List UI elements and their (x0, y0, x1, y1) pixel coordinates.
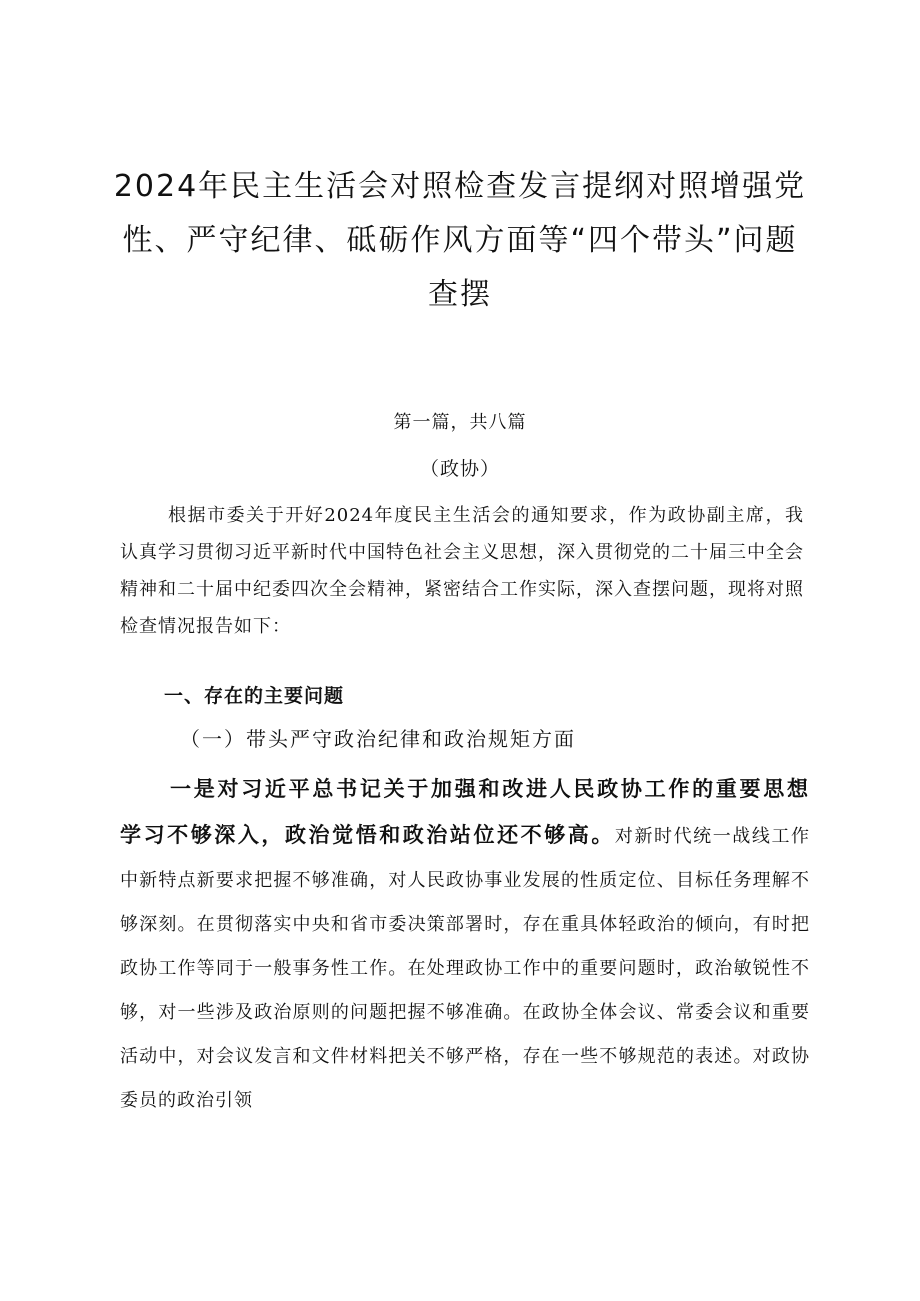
point-body: 对新时代统一战线工作中新特点新要求把握不够准确，对人民政协事业发展的性质定位、目标任务理解不够深刻。在贯彻落实中央和省市委决策部署时，存在重具体轻政治的倾向，有时把政协工作等同于一般事务性工作。在处理政协工作中的重要问题时，政治敏锐性不够，对一些涉及政治原则的问题把握不够准确。在政协全体会议、常委会议和重要活动中，对会议发言和文件材料把关不够严格，存在一些不够规范的表述。对政协委员的政治引领 (120, 826, 811, 1111)
subsection-heading: （一）带头严守政治纪律和政治规矩方面 (180, 727, 576, 751)
point-lead: 一是对习近平总书记关于加强和改进人民政协工作的重要思想学习不够深入，政治觉悟和政治站位还不够高。 (120, 776, 810, 847)
section-heading: 一、存在的主要问题 (164, 685, 345, 707)
document-subtitle: 第一篇，共八篇 (393, 412, 527, 433)
intro-paragraph: 根据市委关于开好2024年度民主生活会的通知要求，作为政协副主席，我认真学习贯彻习近平新时代中国特色社会主义思想，深入贯彻党的二十届三中全会精神和二十届中纪委四次全会精神，紧密结合工作实际，深入查摆问题，现将对照检查情况报告如下： (120, 505, 804, 637)
document-author: （政协） (419, 458, 500, 480)
document-title: 2024年民主生活会对照检查发言提纲对照增强党性、严守纪律、砥砺作风方面等“四个带头”问题查摆 (113, 169, 807, 312)
point-paragraph (120, 767, 810, 1123)
